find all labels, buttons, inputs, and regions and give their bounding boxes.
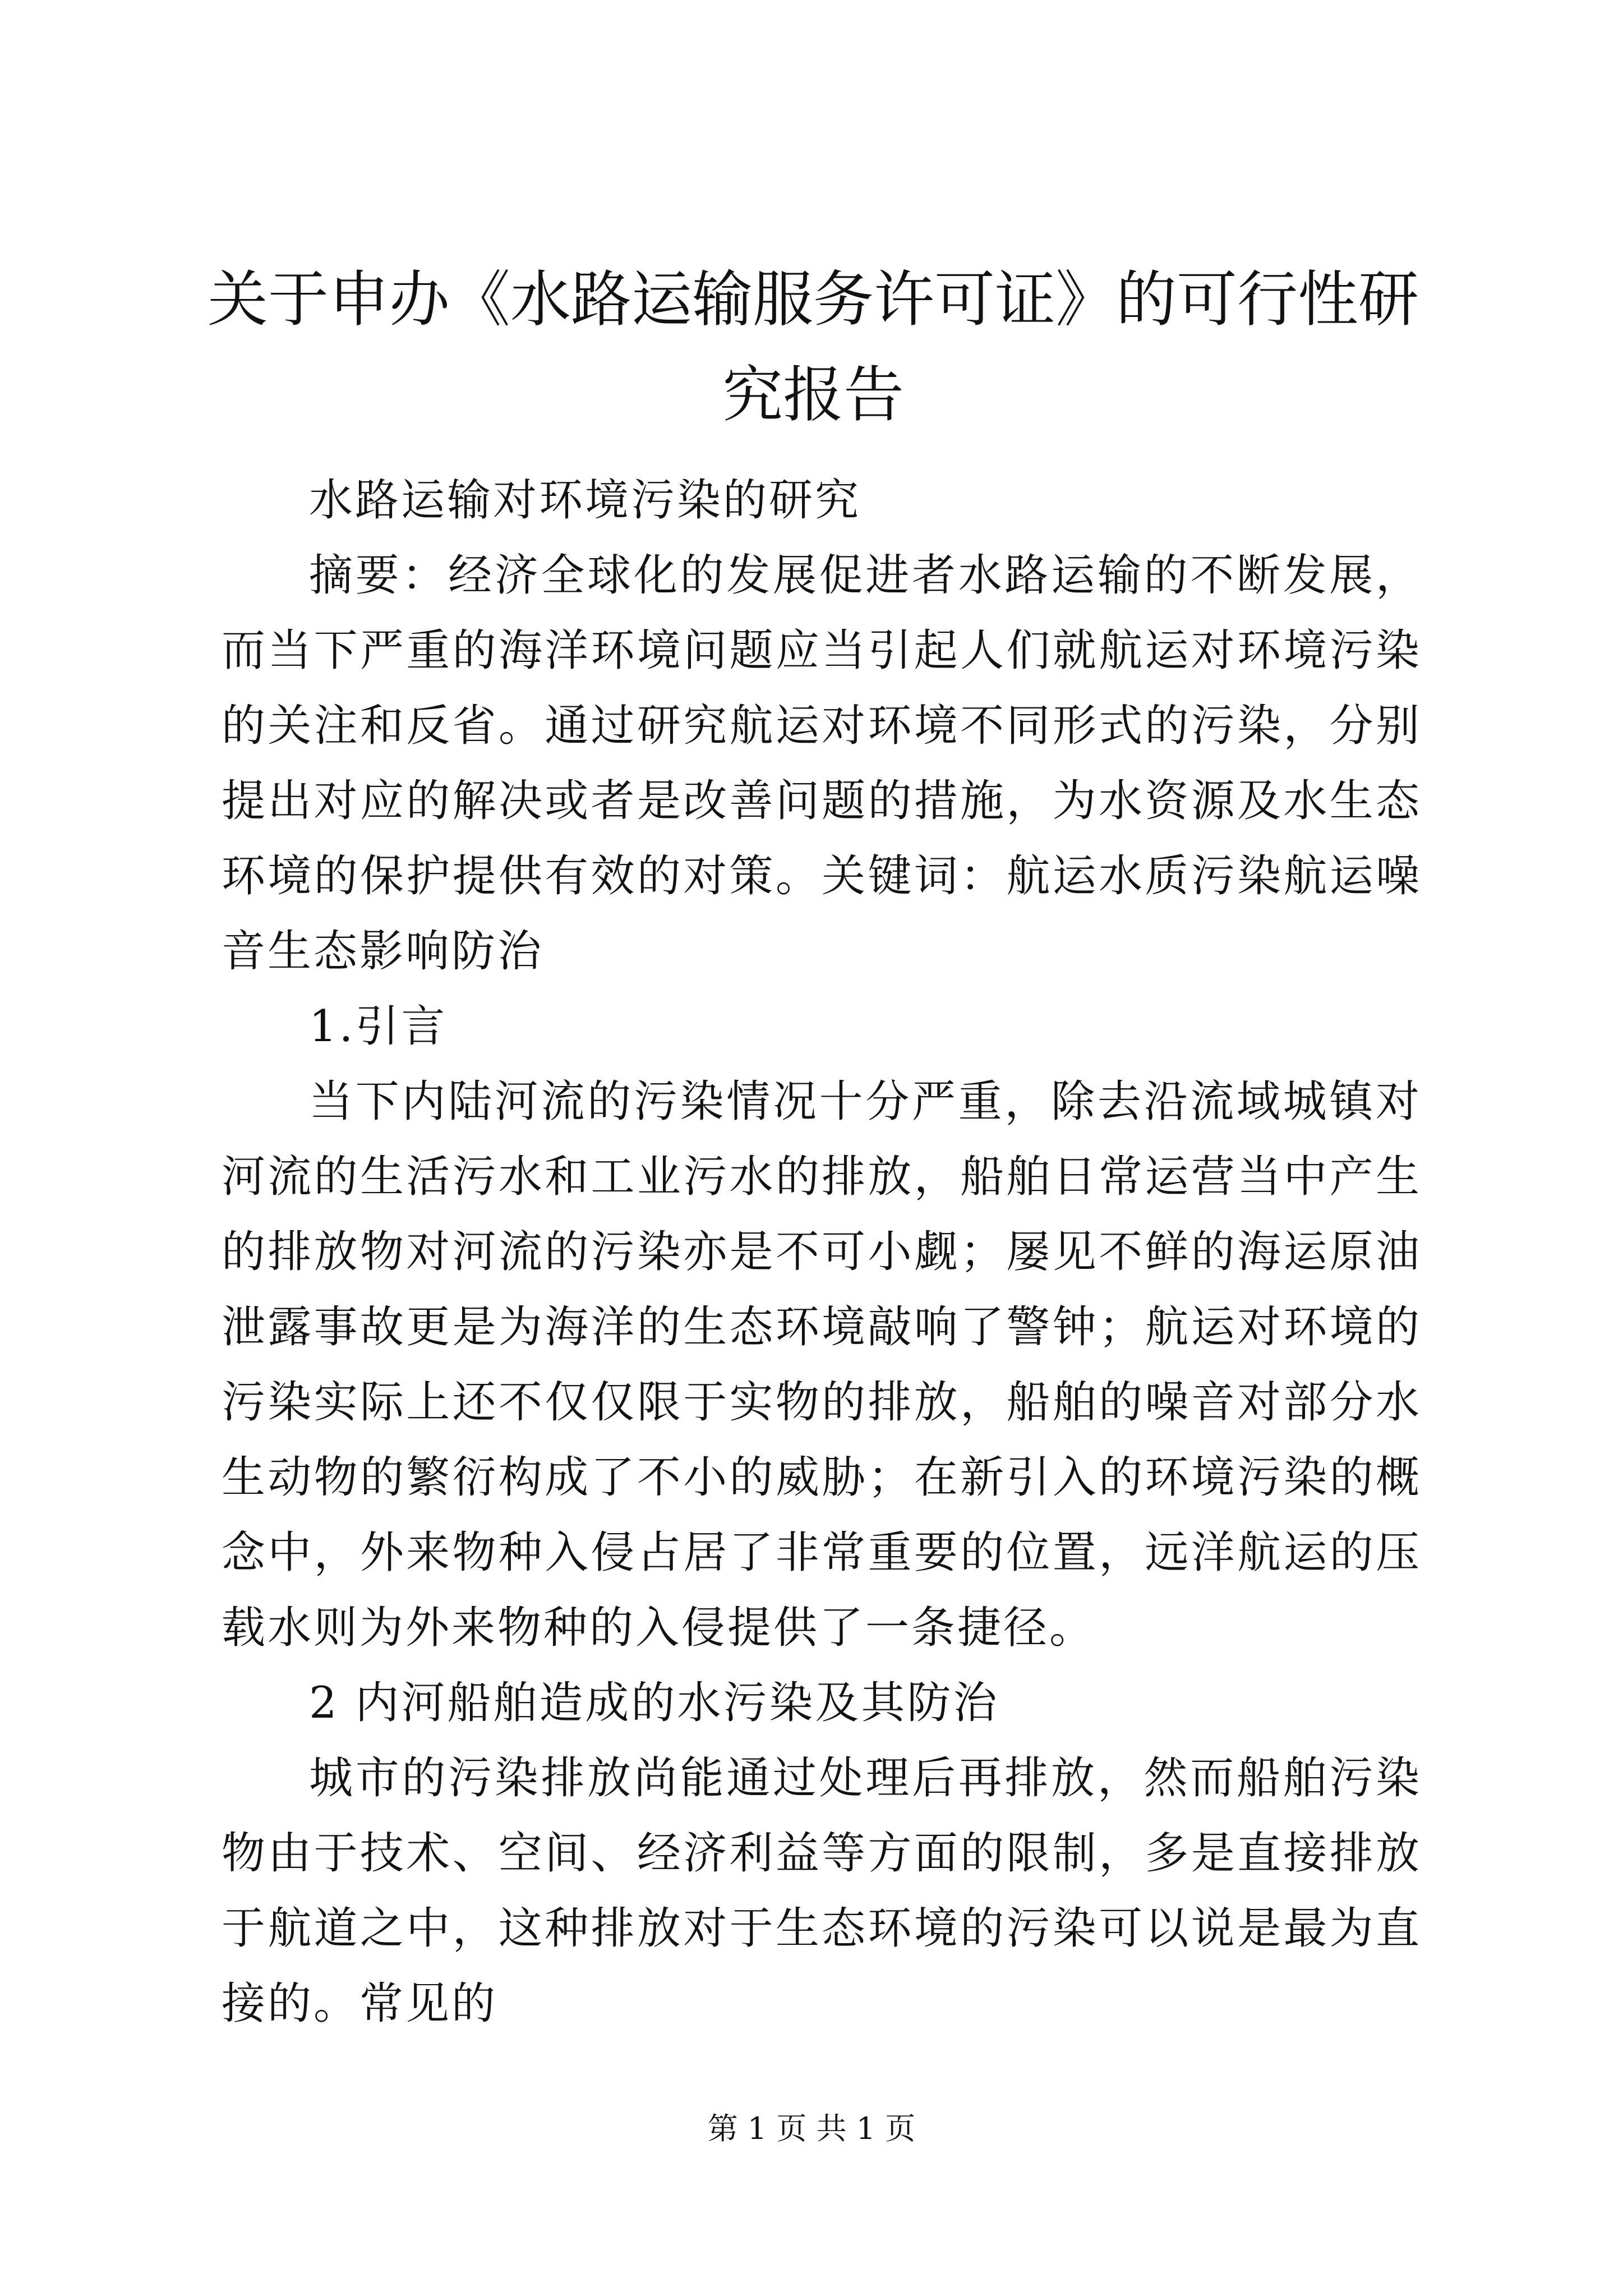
document-title: 关于申办《水路运输服务许可证》的可行性研究报告 <box>207 265 1419 430</box>
document-body <box>222 463 1422 2041</box>
abstract-paragraph: 摘要：经济全球化的发展促进者水路运输的不断发展，而当下严重的海洋环境问题应当引起人们就航运对环境污染的关注和反省。通过研究航运对环境不同形式的污染，分别提出对应的解决或者是改善问题的措施，为水资源及水生态环境的保护提供有效的对策。关键词：航运水质污染航运噪音生态影响防治 <box>222 550 1422 977</box>
page-number-footer: 第 1 页 共 1 页 <box>707 2111 916 2146</box>
section-heading: 2 内河船舶造成的水污染及其防治 <box>309 1678 999 1728</box>
section-heading: 1.引言 <box>309 1001 448 1052</box>
body-paragraph: 城市的污染排放尚能通过处理后再排放，然而船舶污染物由于技术、空间、经济利益等方面的限制，多是直接排放于航道之中，这种排放对于生态环境的污染可以说是最为直接的。常见的 <box>222 1753 1422 2029</box>
body-paragraph: 当下内陆河流的污染情况十分严重，除去沿流域城镇对河流的生活污水和工业污水的排放，船舶日常运营当中产生的排放物对河流的污染亦是不可小觑；屡见不鲜的海运原油泄露事故更是为海洋的生态环境敲响了警钟；航运对环境的污染实际上还不仅仅限于实物的排放，船舶的噪音对部分水生动物的繁衍构成了不小的威胁；在新引入的环境污染的概念中，外来物种入侵占居了非常重要的位置，远洋航运的压载水则为外来物种的入侵提供了一条捷径。 <box>222 1076 1422 1653</box>
section-heading: 水路运输对环境污染的研究 <box>309 475 861 526</box>
